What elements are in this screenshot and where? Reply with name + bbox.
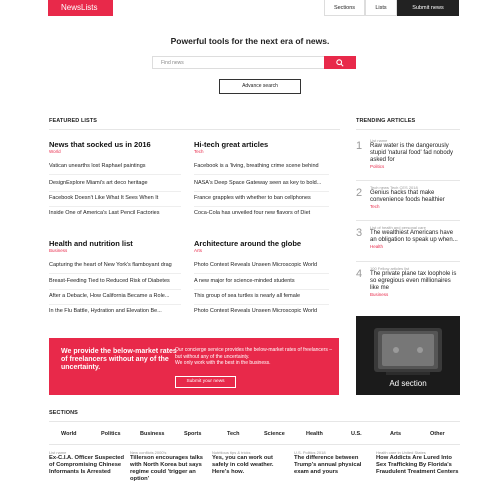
search-button[interactable] <box>324 56 356 69</box>
divider <box>49 174 181 175</box>
trending-title[interactable]: The wealthiest Americans have an obligation to speak up when... <box>370 230 458 243</box>
divider <box>356 220 460 221</box>
section-us[interactable]: U.S. <box>351 431 362 437</box>
featured-divider <box>49 129 340 130</box>
list-item[interactable]: After a Debacle, How California Became a Role... <box>49 293 170 299</box>
news-meta: U.S. Politics 2018 <box>294 450 326 455</box>
divider <box>194 273 329 274</box>
section-other[interactable]: Other <box>430 431 445 437</box>
featured-list <box>49 239 133 253</box>
news-meta: Health care in United States <box>376 450 426 455</box>
news-title[interactable]: Tillerson encourages talks with North Korea but says regime could 'trigger an option' <box>130 455 204 482</box>
list-item[interactable]: NASA's Deep Space Gateway seen as key to bold... <box>194 180 322 186</box>
list-item[interactable]: In the Flu Battle, Hydration and Elevation Be... <box>49 308 162 314</box>
banner-text-line: We only work with the best in the business. <box>175 360 271 366</box>
trending-meta: List of health and personal care <box>370 225 426 230</box>
top-nav <box>324 0 459 16</box>
featured-list <box>194 140 268 154</box>
news-title[interactable]: The difference between Trump's annual physical exam and yours <box>294 455 362 475</box>
advanced-search-button[interactable]: Advance search <box>219 79 301 94</box>
list-item[interactable]: Inside One of America's Last Pencil Factories <box>49 210 160 216</box>
featured-list <box>49 140 151 154</box>
trending-item[interactable] <box>356 266 460 303</box>
divider <box>49 289 181 290</box>
search-bar <box>152 56 356 69</box>
nav-lists[interactable]: Lists <box>365 0 397 16</box>
divider <box>49 304 181 305</box>
trending-title[interactable]: Genius hacks that make convenience foods healthier <box>370 190 445 203</box>
banner-text <box>175 347 335 367</box>
trending-meta: List name <box>370 138 388 143</box>
trending-category[interactable]: Tech <box>370 204 380 209</box>
section-business[interactable]: Business <box>140 431 165 437</box>
list-item[interactable]: DesignExplore Miami's art deco heritage <box>49 180 148 186</box>
news-item[interactable] <box>294 450 372 476</box>
nav-sections[interactable]: Sections <box>324 0 365 16</box>
list-item[interactable]: Facebook Doesn't Like What It Sees When It <box>49 195 159 201</box>
trending-heading: TRENDING ARTICLES <box>356 118 416 124</box>
divider <box>194 304 329 305</box>
news-title[interactable]: Ex-C.I.A. Officer Suspected of Compromising Chinese Informants Is Arrested <box>49 455 125 475</box>
trending-number: 3 <box>356 227 363 239</box>
section-science[interactable]: Science <box>264 431 285 437</box>
section-health[interactable]: Health <box>306 431 323 437</box>
list-category[interactable]: World <box>49 149 61 154</box>
news-item[interactable] <box>212 450 290 476</box>
banner-text-line: Our concierge service provides the below-market rates of freelancers – but without any of the uncertainty. <box>175 347 333 360</box>
divider <box>194 174 329 175</box>
list-item[interactable]: Photo Contest Reveals Unseen Microscopic World <box>194 308 318 314</box>
section-arts[interactable]: Arts <box>390 431 402 437</box>
list-item[interactable]: Breast-Feeding Tied to Reduced Risk of Diabetes <box>49 278 170 284</box>
divider <box>356 261 460 262</box>
trending-meta: 100 Fellow articles list <box>370 266 410 271</box>
news-item[interactable] <box>49 450 127 476</box>
trending-category[interactable]: Business <box>370 292 389 297</box>
list-category[interactable]: Business <box>49 248 68 253</box>
list-item[interactable]: Coca-Cola has unveiled four new flavors of Diet <box>194 210 311 216</box>
divider <box>194 191 329 192</box>
news-item[interactable] <box>130 450 208 483</box>
trending-meta: Tech news Tech CES 2018 <box>370 185 418 190</box>
list-item[interactable]: Facebook is a 'living, breathing crime scene behind <box>194 163 319 169</box>
divider <box>194 289 329 290</box>
news-title[interactable]: How Addicts Are Lured Into Sex Trafficking By Florida's Fraudulent Treatment Centers <box>376 455 459 475</box>
news-item[interactable] <box>376 450 460 476</box>
logo[interactable]: NewsLists <box>48 0 113 16</box>
section-politics[interactable]: Politics <box>101 431 121 437</box>
sections-divider <box>49 421 460 422</box>
search-input[interactable] <box>152 56 324 69</box>
featured-lists-heading: FEATURED LISTS <box>49 118 98 124</box>
section-sports[interactable]: Sports <box>184 431 202 437</box>
list-item[interactable]: Photo Contest Reveals Unseen Microscopic World <box>194 262 318 268</box>
list-category[interactable]: Tech <box>194 149 204 154</box>
list-title[interactable]: Architecture around the globe <box>194 239 302 248</box>
divider <box>49 273 181 274</box>
submit-your-news-button[interactable]: Submit your news <box>175 376 236 388</box>
list-title[interactable]: News that socked us in 2016 <box>49 140 151 149</box>
trending-number: 1 <box>356 140 363 152</box>
ad-section[interactable] <box>356 316 460 395</box>
sections-heading: SECTIONS <box>49 410 78 416</box>
section-tech[interactable]: Tech <box>227 431 240 437</box>
submit-news-button[interactable]: Submit news <box>397 0 459 16</box>
trending-divider <box>356 129 460 130</box>
trending-category[interactable]: Health <box>370 244 384 249</box>
hero-title: Powerful tools for the next era of news. <box>170 36 330 46</box>
trending-number: 4 <box>356 268 363 280</box>
list-item[interactable]: Vatican unearths lost Raphael paintings <box>49 163 146 169</box>
list-title[interactable]: Hi-tech great articles <box>194 140 269 149</box>
divider <box>356 180 460 181</box>
news-title[interactable]: Yes, you can work out safely in cold weather. Here's how. <box>212 455 274 475</box>
list-item[interactable]: France grapples with whether to ban cellphones <box>194 195 311 201</box>
promo-banner <box>49 338 339 395</box>
section-world[interactable]: World <box>61 431 77 437</box>
list-item[interactable]: This group of sea turtles is nearly all female <box>194 293 301 299</box>
trending-category[interactable]: Politics <box>370 164 385 169</box>
trending-title[interactable]: The private plane tax loophole is so egregious even millionaires like me <box>370 271 457 291</box>
news-meta: List name <box>49 450 67 455</box>
list-item[interactable]: A new major for science-minded students <box>194 278 295 284</box>
news-meta: Nutritious tips & tricks <box>212 450 251 455</box>
ad-label: Ad section <box>389 379 427 388</box>
list-category[interactable]: Arts <box>194 248 203 253</box>
sections-divider <box>49 444 460 445</box>
featured-list <box>194 239 301 253</box>
news-meta: New conflicts 2000's <box>130 450 167 455</box>
banner-headline: We provide the below-market rates of freelancers without any of the uncertainty. <box>61 348 177 371</box>
divider <box>49 191 181 192</box>
search-icon <box>336 59 344 67</box>
divider <box>194 206 329 207</box>
divider <box>49 206 181 207</box>
trending-number: 2 <box>356 187 363 199</box>
list-item[interactable]: Capturing the heart of New York's flamboyant drag <box>49 262 172 268</box>
list-title[interactable]: Health and nutrition list <box>49 239 133 248</box>
trending-title[interactable]: Raw water is the dangerously stupid 'natural food' fad nobody asked for <box>370 143 454 163</box>
